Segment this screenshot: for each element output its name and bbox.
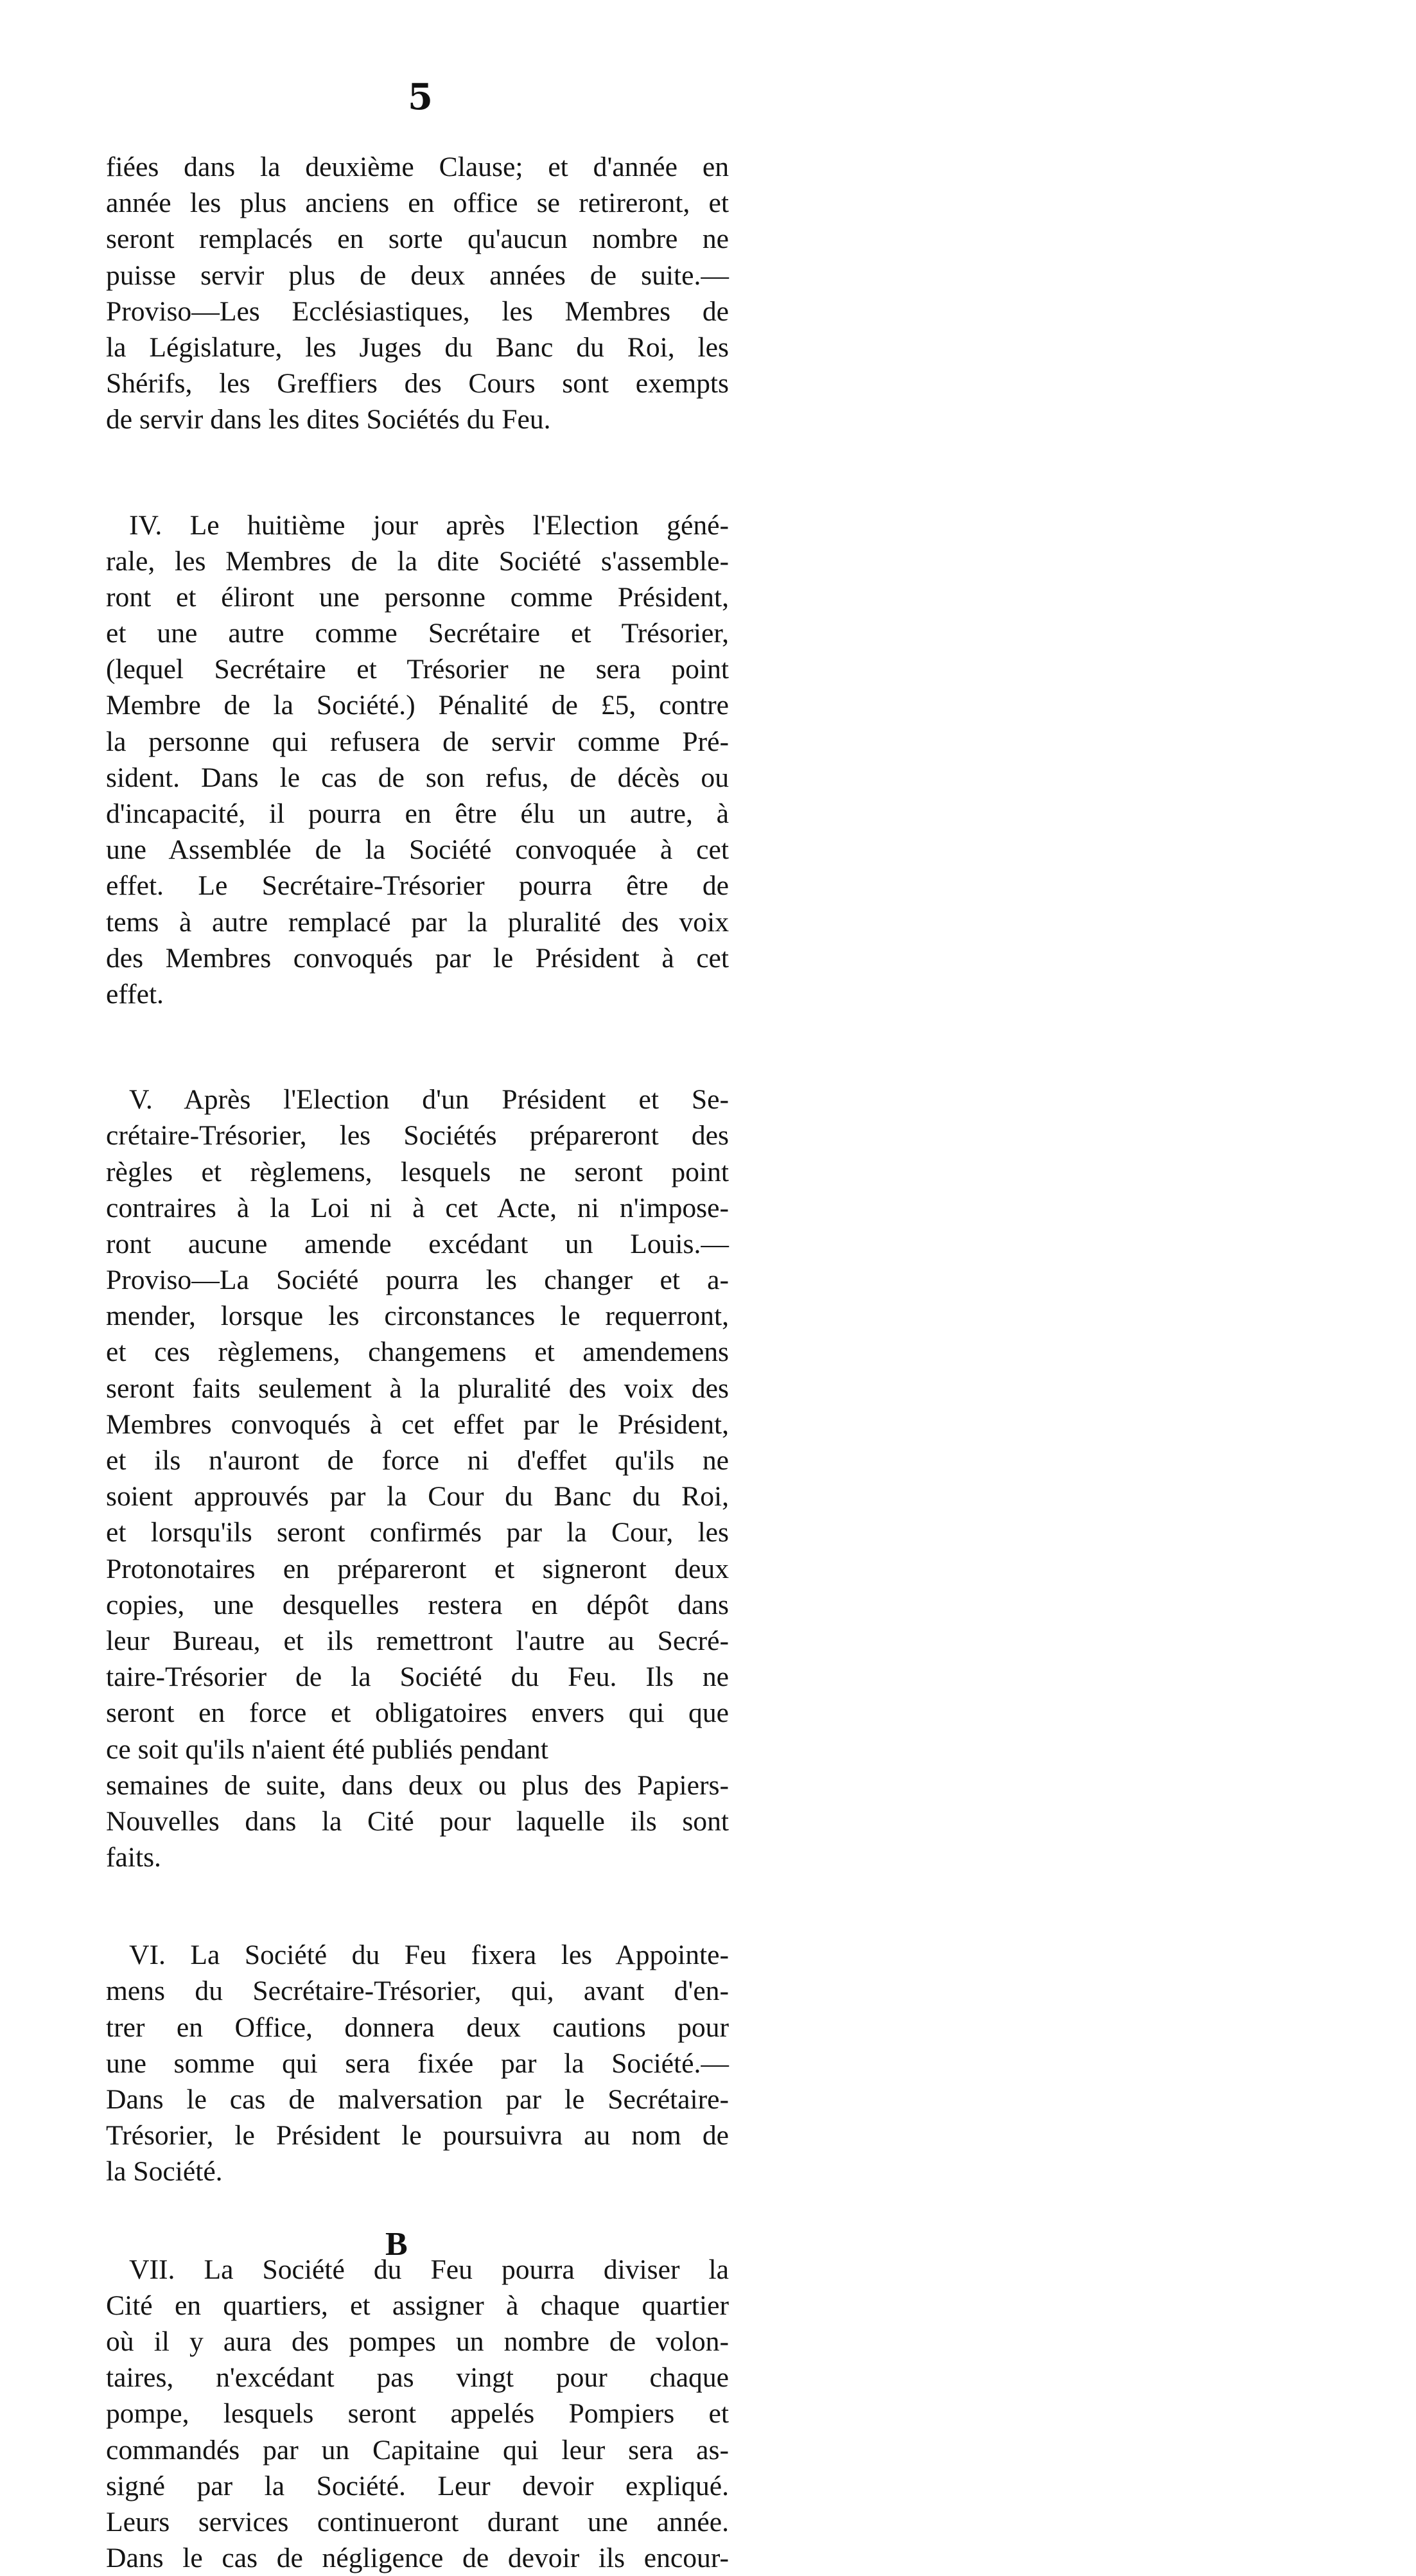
- text-line: (lequel Secrétaire et Trésorier ne sera point: [106, 654, 729, 685]
- text-line: VI. La Société du Feu fixera les Appointe-: [129, 1940, 729, 1971]
- text-line: la Société.: [106, 2156, 223, 2187]
- text-line: Trésorier, le Président le poursuivra au nom de: [106, 2120, 729, 2151]
- text-line: où il y aura des pompes un nombre de volon-: [106, 2326, 729, 2357]
- text-line: crétaire-Trésorier, les Sociétés prépareront des: [106, 1120, 729, 1152]
- printer-signature-mark: B: [385, 2226, 408, 2263]
- text-line: et ils n'auront de force ni d'effet qu'ils ne: [106, 1445, 729, 1476]
- text-line: trer en Office, donnera deux cautions pour: [106, 2011, 729, 2043]
- text-line: seront faits seulement à la pluralité des voix des: [106, 1372, 729, 1404]
- text-line: effet. Le Secrétaire-Trésorier pourra être de: [106, 870, 729, 902]
- text-line: mens du Secrétaire-Trésorier, qui, avant d'en-: [106, 1976, 729, 2007]
- text-line: ce soit qu'ils n'aient été publiés pendant: [106, 1733, 548, 1765]
- text-line: commandés par un Capitaine qui leur sera as-: [106, 2434, 729, 2466]
- text-line: puisse servir plus de deux années de suite.—: [106, 259, 729, 291]
- paragraph-gap: [106, 438, 729, 507]
- text-line: rale, les Membres de la dite Société s'assemble-: [106, 545, 729, 577]
- section-iv: [106, 507, 729, 1013]
- text-line: taires, n'excédant pas vingt pour chaque: [106, 2362, 729, 2394]
- text-line: Proviso—Les Ecclésiastiques, les Membres de: [106, 295, 729, 327]
- text-line: Cité en quartiers, et assigner à chaque quartier: [106, 2290, 729, 2321]
- text-line: Membre de la Société.) Pénalité de £5, contre: [106, 690, 729, 721]
- text-line: leur Bureau, et ils remettront l'autre au Secré-: [106, 1625, 729, 1656]
- text-line: ront et éliront une personne comme Président,: [106, 581, 729, 613]
- text-line: règles et règlemens, lesquels ne seront point: [106, 1156, 729, 1187]
- paragraph-gap: [106, 1012, 729, 1082]
- section-vii: [106, 2252, 729, 2576]
- text-line: semaines de suite, dans deux ou plus des Papiers-: [106, 1769, 729, 1801]
- section-v: [106, 1082, 729, 1875]
- text-line: copies, une desquelles restera en dépôt dans: [106, 1589, 729, 1620]
- text-column: [106, 149, 729, 2576]
- text-line: des Membres convoqués par le Président à cet: [106, 942, 729, 974]
- text-line: et lorsqu'ils seront confirmés par la Cour, les: [106, 1517, 729, 1548]
- text-line: Membres convoqués à cet effet par le Président,: [106, 1408, 729, 1440]
- text-line: et ces règlemens, changemens et amendemens: [106, 1336, 729, 1368]
- text-line: signé par la Société. Leur devoir expliqué.: [106, 2470, 729, 2502]
- section-vi: [106, 1937, 729, 2189]
- page-number: 5: [408, 76, 433, 118]
- text-line: une Assemblée de la Société convoquée à cet: [106, 834, 729, 866]
- text-line: Proviso—La Société pourra les changer et a-: [106, 1265, 729, 1296]
- text-line: fiées dans la deuxième Clause; et d'année en: [106, 152, 729, 182]
- text-line: VII. La Société du Feu pourra diviser la: [129, 2254, 729, 2285]
- paragraph-gap: [106, 1875, 729, 1937]
- text-line: pompe, lesquels seront appelés Pompiers et: [106, 2398, 729, 2430]
- text-line: Dans le cas de malversation par le Secrétaire-: [106, 2084, 729, 2115]
- paragraph-continuation: [106, 149, 729, 438]
- text-line: la personne qui refusera de servir comme Pré-: [106, 726, 729, 757]
- text-line: année les plus anciens en office se retireront, et: [106, 188, 729, 219]
- text-line: tems à autre remplacé par la pluralité des voix: [106, 906, 729, 938]
- text-line: mender, lorsque les circonstances le requerront,: [106, 1301, 729, 1332]
- text-line: V. Après l'Election d'un Président et Se-: [129, 1084, 729, 1116]
- text-line: une somme qui sera fixée par la Société.—: [106, 2047, 729, 2079]
- text-line: Shérifs, les Greffiers des Cours sont exempts: [106, 368, 729, 399]
- text-line: Nouvelles dans la Cité pour laquelle ils sont: [106, 1805, 729, 1837]
- text-line: sident. Dans le cas de son refus, de décès ou: [106, 762, 729, 793]
- text-line: seront remplacés en sorte qu'aucun nombre ne: [106, 223, 729, 255]
- text-line: Dans le cas de négligence de devoir ils encour-: [106, 2543, 729, 2574]
- text-line: taire-Trésorier de la Société du Feu. Ils ne: [106, 1661, 729, 1693]
- text-line: et une autre comme Secrétaire et Trésorier,: [106, 618, 729, 649]
- text-line: faits.: [106, 1842, 161, 1873]
- text-line: Protonotaires en prépareront et signeront deux: [106, 1553, 729, 1584]
- text-line: IV. Le huitième jour après l'Election géné-: [129, 509, 729, 541]
- paragraph-gap: [106, 2190, 729, 2252]
- text-line: d'incapacité, il pourra en être élu un autre, à: [106, 798, 729, 829]
- text-line: Leurs services continueront durant une année.: [106, 2506, 729, 2537]
- text-line: ront aucune amende excédant un Louis.—: [106, 1228, 729, 1259]
- text-line: seront en force et obligatoires envers qui que: [106, 1697, 729, 1729]
- text-line: de servir dans les dites Sociétés du Feu.: [106, 404, 551, 435]
- text-line: soient approuvés par la Cour du Banc du Roi,: [106, 1481, 729, 1512]
- text-line: effet.: [106, 978, 164, 1010]
- text-line: contraires à la Loi ni à cet Acte, ni n'impose-: [106, 1192, 729, 1223]
- text-line: la Législature, les Juges du Banc du Roi, les: [106, 331, 729, 363]
